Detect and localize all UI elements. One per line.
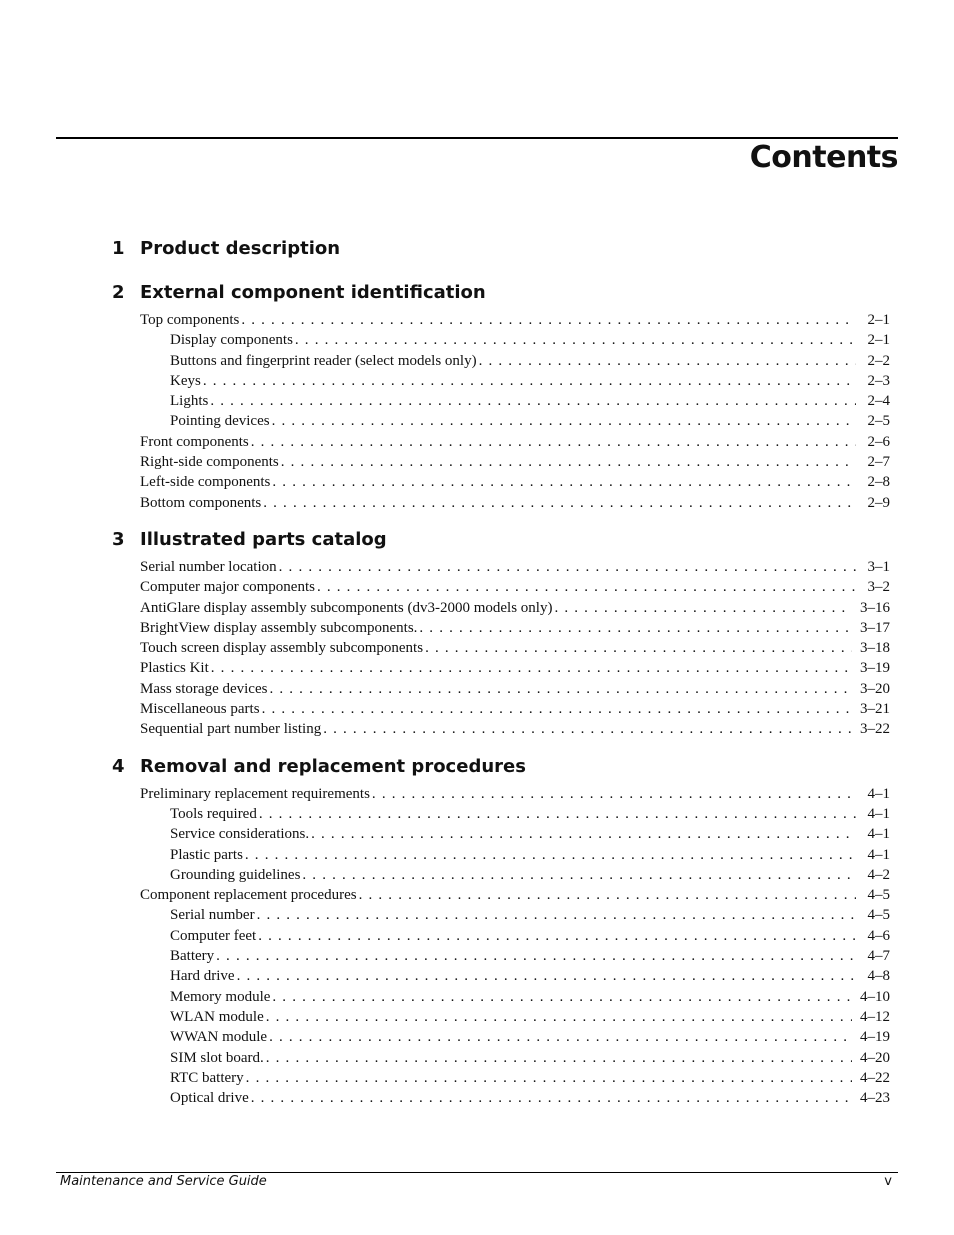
page-title: Contents <box>749 140 898 175</box>
dot-leader <box>251 1088 852 1108</box>
dot-leader <box>425 638 852 658</box>
toc-entry-page: 3–1 <box>867 558 890 575</box>
dot-leader <box>257 905 856 925</box>
toc-entry-title: Plastics Kit <box>140 660 209 677</box>
dot-leader <box>263 493 856 513</box>
toc-entry[interactable] <box>112 411 890 431</box>
toc-entry-page: 4–1 <box>867 846 890 863</box>
toc-entry-title: SIM slot board. <box>170 1049 264 1066</box>
toc-entry-title: Mass storage devices <box>140 680 268 697</box>
toc-entry-title: Top components <box>140 312 240 328</box>
toc-entry-page: 3–16 <box>860 599 890 616</box>
chapter-title: Illustrated parts catalog <box>140 528 387 550</box>
toc-entry[interactable] <box>112 966 890 986</box>
toc-entry-page: 4–8 <box>867 968 890 985</box>
toc-entry-page: 2–1 <box>867 312 890 328</box>
toc-entry-title: Front components <box>140 433 249 450</box>
dot-leader <box>419 618 852 638</box>
toc-entry-page: 2–3 <box>867 372 890 389</box>
toc-entry[interactable] <box>112 804 890 824</box>
toc-entry-page: 3–17 <box>860 619 890 636</box>
toc-entry[interactable] <box>112 618 890 638</box>
dot-leader <box>266 1007 852 1027</box>
toc-entry-page: 4–22 <box>860 1069 890 1086</box>
toc-entry[interactable] <box>112 699 890 719</box>
toc-entry-page: 3–2 <box>867 579 890 596</box>
toc-entry-page: 4–10 <box>860 988 890 1005</box>
toc-entry-list <box>112 310 890 513</box>
toc-entry-page: 3–19 <box>860 660 890 677</box>
toc-entry-page: 4–1 <box>867 826 890 843</box>
toc-entry-title: Preliminary replacement requirements <box>140 785 370 802</box>
chapter-heading[interactable] <box>112 754 890 780</box>
toc-entry-title: Bottom components <box>140 494 262 511</box>
dot-leader <box>269 679 852 699</box>
toc-entry-page: 2–6 <box>867 433 890 450</box>
dot-leader <box>311 824 856 844</box>
dot-leader <box>241 310 856 330</box>
toc-entry-title: Pointing devices <box>170 413 270 430</box>
toc-entry-title: Display components <box>170 332 293 349</box>
chapter-number: 4 <box>112 755 125 777</box>
chapter-number: 1 <box>112 238 125 259</box>
toc-entry[interactable] <box>112 658 890 678</box>
chapter-title: External component identification <box>140 282 486 303</box>
toc-entry-page: 4–19 <box>860 1029 890 1046</box>
toc-entry-title: Grounding guidelines <box>170 866 301 883</box>
toc-entry[interactable] <box>112 598 890 618</box>
dot-leader <box>266 1048 852 1068</box>
dot-leader <box>272 987 852 1007</box>
toc-entry-title: Lights <box>170 393 209 410</box>
toc-entry-page: 4–1 <box>867 805 890 822</box>
toc-entry[interactable] <box>112 946 890 966</box>
toc-entry[interactable] <box>112 1027 890 1047</box>
toc-entry-title: RTC battery <box>170 1069 244 1086</box>
toc-entry[interactable] <box>112 905 890 925</box>
chapter-heading[interactable] <box>112 280 890 306</box>
toc-entry[interactable] <box>112 1068 890 1088</box>
toc-entry-page: 2–7 <box>867 454 890 471</box>
dot-leader <box>258 926 856 946</box>
toc-entry-title: Left-side components <box>140 474 271 491</box>
toc-entry-page: 2–4 <box>867 393 890 410</box>
footer-page-number: v <box>884 1174 892 1189</box>
chapter-title: Removal and replacement procedures <box>140 755 526 777</box>
toc-entry-title: Serial number location <box>140 558 277 575</box>
toc-entry[interactable] <box>112 679 890 699</box>
toc-entry-title: Serial number <box>170 907 255 924</box>
dot-leader <box>317 577 856 597</box>
toc-entry-title: Hard drive <box>170 968 235 985</box>
toc-entry[interactable] <box>112 1048 890 1068</box>
toc-entry[interactable] <box>112 824 890 844</box>
toc-entry-title: Component replacement procedures <box>140 887 357 904</box>
dot-leader <box>281 452 856 472</box>
footer-rule <box>56 1172 898 1173</box>
dot-leader <box>295 330 856 350</box>
toc-entry-title: Sequential part number listing <box>140 721 322 738</box>
toc-entry-page: 4–5 <box>867 907 890 924</box>
dot-leader <box>323 719 852 739</box>
dot-leader <box>210 391 856 411</box>
toc-entry-page: 2–1 <box>867 332 890 349</box>
toc-entry-title: Keys <box>170 372 201 389</box>
top-rule <box>56 137 898 139</box>
toc-entry[interactable] <box>112 577 890 597</box>
toc-entry-title: BrightView display assembly subcomponents. <box>140 619 418 636</box>
toc-entry-page: 4–12 <box>860 1008 890 1025</box>
toc-entry-title: Computer feet <box>170 927 257 944</box>
toc-entry-title: WWAN module <box>170 1029 268 1046</box>
dot-leader <box>211 658 852 678</box>
dot-leader <box>259 804 856 824</box>
dot-leader <box>262 699 852 719</box>
dot-leader <box>302 865 856 885</box>
toc-entry[interactable] <box>112 784 890 804</box>
toc-entry[interactable] <box>112 885 890 905</box>
toc-entry[interactable] <box>112 865 890 885</box>
toc-entry[interactable] <box>112 351 890 371</box>
toc-entry[interactable] <box>112 472 890 492</box>
toc-entry[interactable] <box>112 330 890 350</box>
toc-entry-page: 4–2 <box>867 866 890 883</box>
toc-entry[interactable] <box>112 310 890 330</box>
dot-leader <box>245 845 856 865</box>
toc-entry[interactable] <box>112 432 890 452</box>
dot-leader <box>272 411 856 431</box>
toc-entry-title: AntiGlare display assembly subcomponents (dv3-2000 models only) <box>140 599 553 616</box>
toc-entry-page: 2–9 <box>867 494 890 511</box>
toc-entry-page: 4–1 <box>867 785 890 802</box>
dot-leader <box>269 1027 852 1047</box>
toc-entry[interactable] <box>112 719 890 739</box>
toc-entry-list <box>112 784 890 1109</box>
toc-entry-title: Service considerations. <box>170 826 310 843</box>
toc-entry-page: 2–2 <box>867 352 890 369</box>
dot-leader <box>203 371 856 391</box>
toc-entry[interactable] <box>112 557 890 577</box>
toc-entry-title: Plastic parts <box>170 846 243 863</box>
toc-entry-page: 3–21 <box>860 701 890 718</box>
toc-entry-page: 4–7 <box>867 948 890 965</box>
dot-leader <box>479 351 856 371</box>
toc-entry-title: Touch screen display assembly subcomponents <box>140 640 424 657</box>
dot-leader <box>237 966 856 986</box>
table-of-contents <box>112 236 890 1122</box>
dot-leader <box>272 472 856 492</box>
toc-entry-page: 3–18 <box>860 640 890 657</box>
toc-entry[interactable] <box>112 391 890 411</box>
toc-entry-page: 4–5 <box>867 887 890 904</box>
toc-entry[interactable] <box>112 926 890 946</box>
toc-entry[interactable] <box>112 1007 890 1027</box>
toc-entry-title: Buttons and fingerprint reader (select models only) <box>170 352 477 369</box>
toc-entry-list <box>112 557 890 740</box>
dot-leader <box>359 885 856 905</box>
toc-entry-page: 4–6 <box>867 927 890 944</box>
toc-entry[interactable] <box>112 987 890 1007</box>
toc-entry[interactable] <box>112 371 890 391</box>
dot-leader <box>372 784 856 804</box>
toc-entry-page: 4–20 <box>860 1049 890 1066</box>
toc-entry-title: Optical drive <box>170 1090 249 1107</box>
toc-entry-title: Right-side components <box>140 454 279 471</box>
dot-leader <box>554 598 852 618</box>
toc-entry[interactable] <box>112 1088 890 1108</box>
toc-entry-page: 2–5 <box>867 413 890 430</box>
toc-entry-title: Tools required <box>170 805 257 822</box>
chapter-title: Product description <box>140 238 341 259</box>
toc-entry-page: 3–20 <box>860 680 890 697</box>
chapter-heading[interactable] <box>112 527 890 553</box>
dot-leader <box>279 557 856 577</box>
toc-entry-page: 4–23 <box>860 1090 890 1107</box>
chapter-number: 2 <box>112 282 125 303</box>
footer-guide-title: Maintenance and Service Guide <box>60 1174 267 1189</box>
chapter-heading[interactable] <box>112 236 890 262</box>
toc-entry-page: 2–8 <box>867 474 890 491</box>
toc-entry-title: WLAN module <box>170 1008 264 1025</box>
chapter-number: 3 <box>112 528 125 550</box>
toc-entry[interactable] <box>112 845 890 865</box>
toc-entry-title: Battery <box>170 948 215 965</box>
toc-entry[interactable] <box>112 452 890 472</box>
toc-entry-title: Computer major components <box>140 579 315 596</box>
toc-entry-page: 3–22 <box>860 721 890 738</box>
toc-entry[interactable] <box>112 638 890 658</box>
toc-entry-title: Memory module <box>170 988 271 1005</box>
toc-entry-title: Miscellaneous parts <box>140 701 260 718</box>
toc-entry[interactable] <box>112 493 890 513</box>
dot-leader <box>251 432 856 452</box>
dot-leader <box>246 1068 852 1088</box>
dot-leader <box>216 946 856 966</box>
